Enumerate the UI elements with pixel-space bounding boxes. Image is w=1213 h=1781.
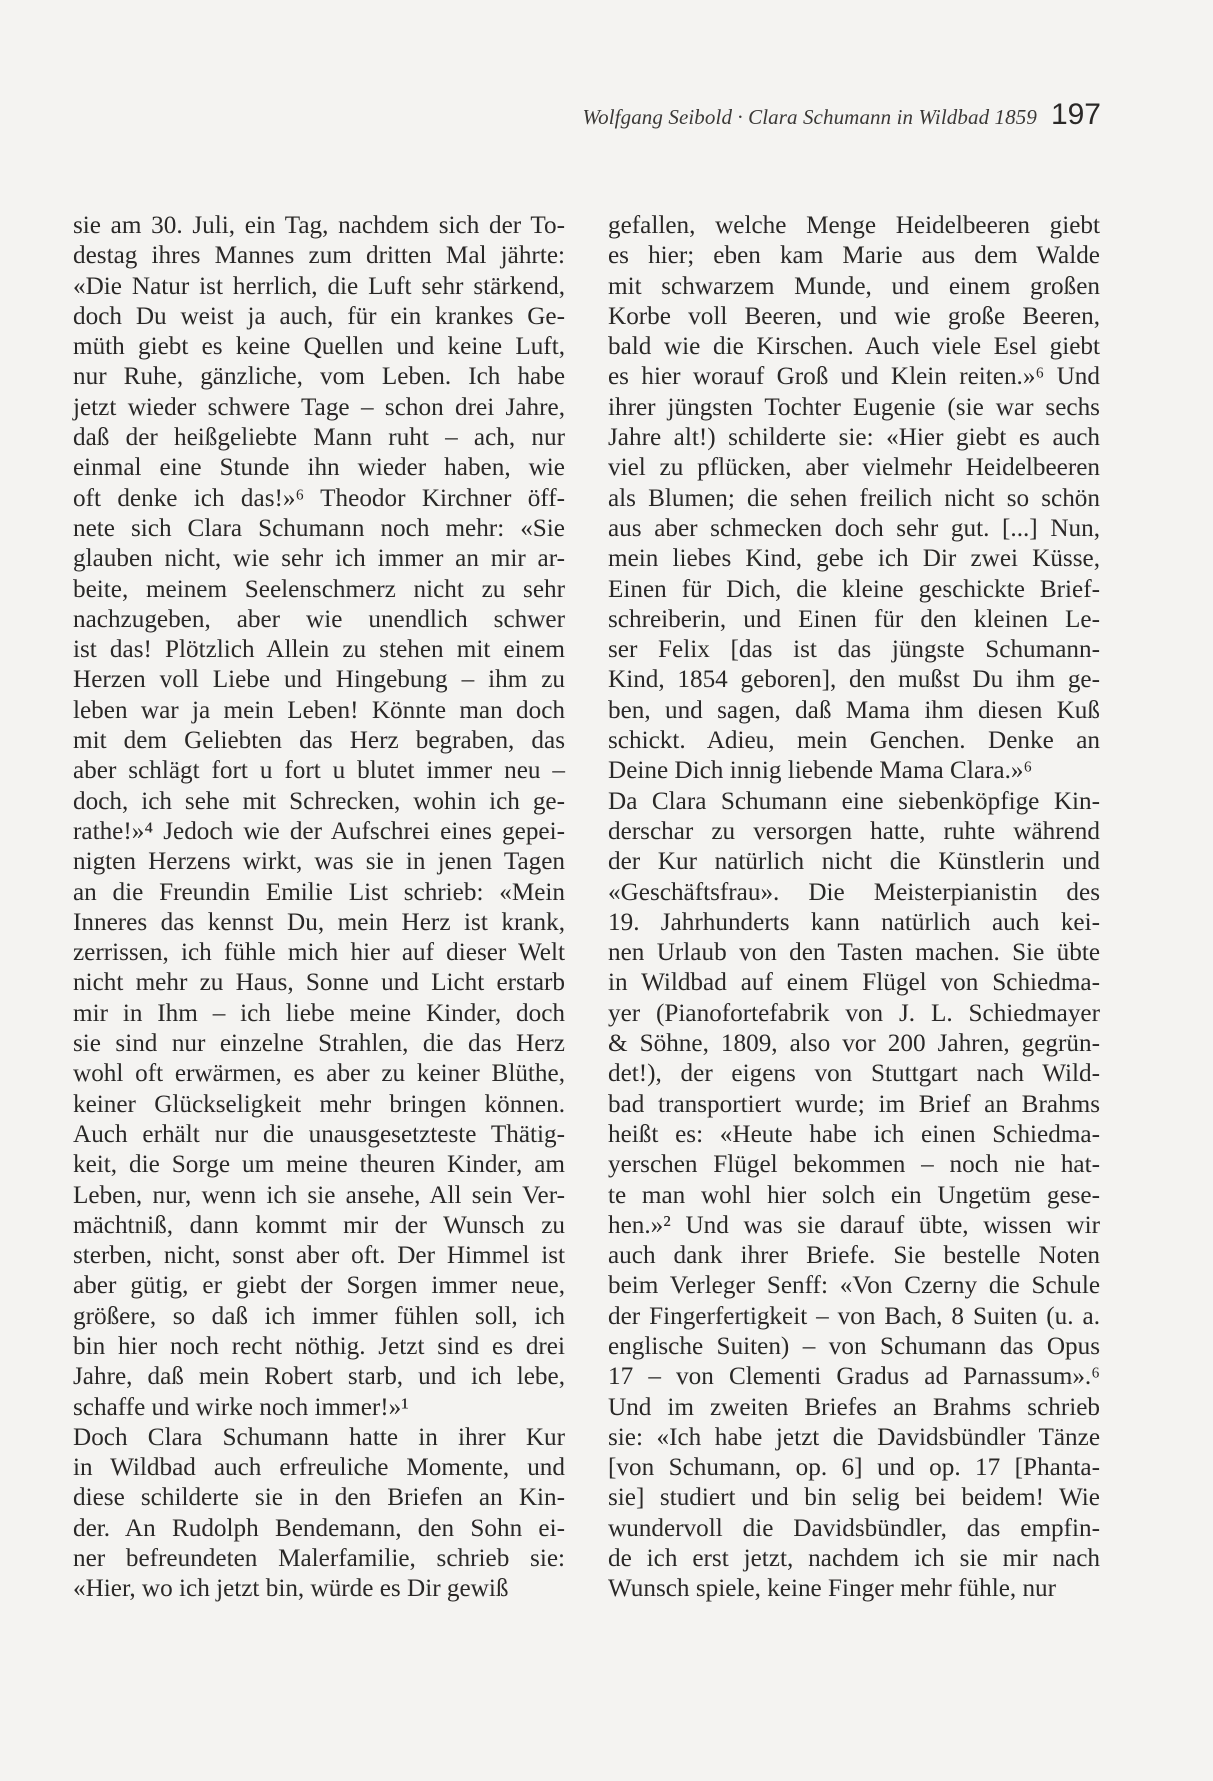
text-line: größere, so daß ich immer fühlen soll, ich (73, 1302, 565, 1330)
text-line: & Söhne, 1809, also vor 200 Jahren, gegrün- (608, 1030, 1100, 1058)
text-line: aber schlägt fort u fort u blutet immer neu – (73, 757, 565, 785)
text-line: englische Suiten) – von Schumann das Opus (608, 1332, 1100, 1360)
text-line: de ich erst jetzt, nachdem ich sie mir nach (608, 1545, 1100, 1573)
text-line: mächtniß, dann kommt mir der Wunsch zu (73, 1211, 565, 1239)
text-line: glauben nicht, wie sehr ich immer an mir ar- (73, 545, 565, 573)
running-header (582, 100, 1101, 130)
text-line: nachzugeben, aber wie unendlich schwer (73, 605, 565, 633)
text-line: schaffe und wirke noch immer!»¹ (73, 1393, 409, 1421)
text-line: ser Felix [das ist das jüngste Schumann- (608, 636, 1100, 664)
text-line: leben war ja mein Leben! Könnte man doch (73, 696, 565, 724)
text-line: Jahre, daß mein Robert starb, und ich lebe, (73, 1363, 565, 1391)
text-line: schreiberin, und Einen für den kleinen Le- (608, 605, 1100, 633)
text-line: daß der heißgeliebte Mann ruht – ach, nur (73, 424, 565, 452)
text-line: oft denke ich das!»⁶ Theodor Kirchner öff- (73, 484, 565, 512)
text-line: Doch Clara Schumann hatte in ihrer Kur (73, 1423, 565, 1451)
text-line: keit, die Sorge um meine theuren Kinder, am (73, 1151, 565, 1179)
text-line: sie am 30. Juli, ein Tag, nachdem sich der To- (73, 212, 565, 239)
text-line: sie] studiert und bin selig bei beidem! Wie (608, 1484, 1100, 1512)
text-line: der. An Rudolph Bendemann, den Sohn ei- (73, 1514, 565, 1542)
text-line: gefallen, welche Menge Heidelbeeren giebt (608, 212, 1100, 239)
text-line: aber gütig, er giebt der Sorgen immer neue, (73, 1272, 565, 1300)
text-line: in Wildbad auch erfreuliche Momente, und (73, 1454, 565, 1482)
text-line: der Fingerfertigkeit – von Bach, 8 Suiten (u. a. (608, 1302, 1100, 1330)
text-line: bin hier noch recht nöthig. Jetzt sind es drei (73, 1332, 565, 1360)
text-line: in Wildbad auf einem Flügel von Schiedma- (608, 969, 1100, 997)
text-line: nete sich Clara Schumann noch mehr: «Sie (73, 514, 565, 542)
page-number: 197 (1050, 98, 1101, 131)
text-line: mit dem Geliebten das Herz begraben, das (73, 727, 565, 755)
text-line: wohl oft erwärmen, es aber zu keiner Blüthe, (73, 1060, 565, 1088)
text-line: nen Urlaub von den Tasten machen. Sie übte (608, 939, 1100, 967)
text-line: nur Ruhe, gänzliche, vom Leben. Ich habe (73, 363, 565, 391)
text-line: mir in Ihm – ich liebe meine Kinder, doch (73, 999, 565, 1027)
text-line: viel zu pflücken, aber vielmehr Heidelbeeren (608, 454, 1100, 482)
text-line: doch Du weist ja auch, für ein krankes Ge- (73, 302, 565, 330)
text-line: bald wie die Kirschen. Auch viele Esel giebt (608, 333, 1100, 361)
text-line: beite, meinem Seelenschmerz nicht zu sehr (73, 575, 565, 603)
text-line: einmal eine Stunde ihn wieder haben, wie (73, 454, 565, 482)
text-line: sie: «Ich habe jetzt die Davidsbündler Tänze (608, 1423, 1100, 1451)
text-line: beim Verleger Senff: «Von Czerny die Schule (608, 1272, 1100, 1300)
text-line: 17 – von Clementi Gradus ad Parnassum».⁶ (608, 1363, 1100, 1391)
text-line: diese schilderte sie in den Briefen an Kin- (73, 1484, 565, 1512)
text-line: Auch erhält nur die unausgesetzteste Thätig- (73, 1120, 565, 1148)
text-line: det!), der eigens von Stuttgart nach Wild- (608, 1060, 1100, 1088)
text-line: Kind, 1854 geboren], den mußst Du ihm ge- (608, 666, 1100, 694)
text-line: wundervoll die Davidsbündler, das empfin- (608, 1514, 1100, 1542)
text-line: «Hier, wo ich jetzt bin, würde es Dir gewiß (73, 1575, 509, 1603)
text-line: hen.»² Und was sie darauf übte, wissen wir (608, 1211, 1100, 1239)
text-line: sie sind nur einzelne Strahlen, die das Herz (73, 1030, 565, 1058)
text-line: mit schwarzem Munde, und einem großen (608, 272, 1100, 300)
text-line: schickt. Adieu, mein Genchen. Denke an (608, 727, 1100, 755)
text-line: destag ihres Mannes zum dritten Mal jährte: (73, 242, 565, 270)
text-line: zerrissen, ich fühle mich hier auf dieser Welt (73, 939, 565, 967)
text-line: Jahre alt!) schilderte sie: «Hier giebt es auch (608, 424, 1100, 452)
text-line: Herzen voll Liebe und Hingebung – ihm zu (73, 666, 565, 694)
text-line: auch dank ihrer Briefe. Sie bestelle Noten (608, 1242, 1100, 1270)
text-line: Einen für Dich, die kleine geschickte Brief- (608, 575, 1100, 603)
text-line: es hier; eben kam Marie aus dem Walde (608, 242, 1100, 270)
text-line: aus aber schmecken doch sehr gut. [...] Nun, (608, 514, 1100, 542)
text-line: es hier worauf Groß und Klein reiten.»⁶ Und (608, 363, 1100, 391)
text-line: ist das! Plötzlich Allein zu stehen mit einem (73, 636, 565, 664)
text-line: Und im zweiten Briefes an Brahms schrieb (608, 1393, 1100, 1421)
text-line: keiner Glückseligkeit mehr bringen können. (73, 1090, 565, 1118)
text-line: 19. Jahrhunderts kann natürlich auch kei- (608, 908, 1100, 936)
right-text-column (608, 211, 1100, 1605)
text-line: ner befreundeten Malerfamilie, schrieb sie: (73, 1545, 565, 1573)
text-line: [von Schumann, op. 6] und op. 17 [Phanta- (608, 1454, 1100, 1482)
text-line: nicht mehr zu Haus, Sonne und Licht erstarb (73, 969, 565, 997)
text-line: yer (Pianofortefabrik von J. L. Schiedmayer (608, 999, 1100, 1027)
text-line: ihrer jüngsten Tochter Eugenie (sie war sechs (608, 393, 1100, 421)
text-line: Leben, nur, wenn ich sie ansehe, All sein Ver- (73, 1181, 565, 1209)
text-line: Da Clara Schumann eine siebenköpfige Kin- (608, 787, 1100, 815)
text-line: te man wohl hier solch ein Ungetüm gese- (608, 1181, 1100, 1209)
text-line: Deine Dich innig liebende Mama Clara.»⁶ (608, 757, 1033, 785)
text-line: mein liebes Kind, gebe ich Dir zwei Küsse, (608, 545, 1100, 573)
text-line: Wunsch spiele, keine Finger mehr fühle, nur (608, 1575, 1057, 1603)
text-line: nigten Herzens wirkt, was sie in jenen Tagen (73, 848, 565, 876)
text-line: «Geschäftsfrau». Die Meisterpianistin des (608, 878, 1100, 906)
text-line: müth giebt es keine Quellen und keine Luft, (73, 333, 565, 361)
text-line: heißt es: «Heute habe ich einen Schiedma- (608, 1120, 1100, 1148)
running-title: Wolfgang Seibold · Clara Schumann in Wildbad 1859 (582, 105, 1037, 129)
text-line: Korbe voll Beeren, und wie große Beeren, (608, 302, 1100, 330)
text-line: als Blumen; die sehen freilich nicht so schön (608, 484, 1100, 512)
text-line: bad transportiert wurde; im Brief an Brahms (608, 1090, 1100, 1118)
text-line: der Kur natürlich nicht die Künstlerin und (608, 848, 1100, 876)
text-line: derschar zu versorgen hatte, ruhte während (608, 817, 1100, 845)
left-text-column (73, 211, 565, 1605)
text-line: rathe!»⁴ Jedoch wie der Aufschrei eines gepei- (73, 817, 565, 845)
text-line: doch, ich sehe mit Schrecken, wohin ich ge- (73, 787, 565, 815)
text-line: sterben, nicht, sonst aber oft. Der Himmel ist (73, 1242, 565, 1270)
text-line: yerschen Flügel bekommen – noch nie hat- (608, 1151, 1100, 1179)
text-line: Inneres das kennst Du, mein Herz ist krank, (73, 908, 565, 936)
text-line: ben, und sagen, daß Mama ihm diesen Kuß (608, 696, 1100, 724)
text-line: an die Freundin Emilie List schrieb: «Mein (73, 878, 565, 906)
text-line: «Die Natur ist herrlich, die Luft sehr stärkend, (73, 272, 565, 300)
text-line: jetzt wieder schwere Tage – schon drei Jahre, (73, 393, 565, 421)
